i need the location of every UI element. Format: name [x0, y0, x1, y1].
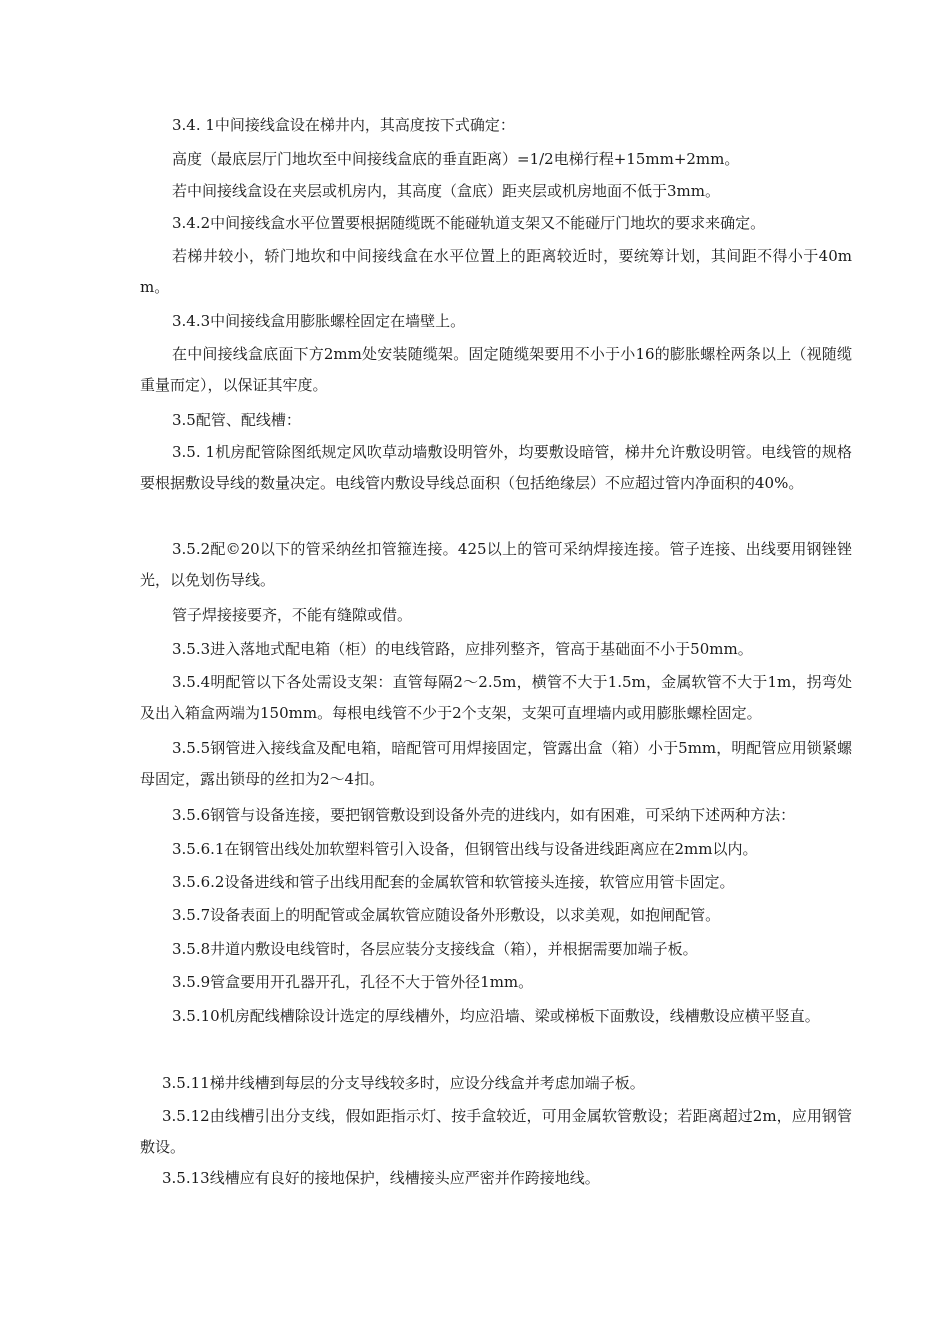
paragraph-3-5-1: 3.5. 1机房配管除图纸规定风吹草动墙敷设明管外，均要敷设暗管，梯井允许敷设明管。电线管的规格要根据敷设导线的数量决定。电线管内敷设导线总面积（包括绝缘层）不应超过管内净面积的40%。	[140, 443, 852, 492]
paragraph-3-5-6-2: 3.5.6.2设备进线和管子出线用配套的金属软管和软管接头连接，软管应用管卡固定。	[172, 873, 735, 891]
paragraph-cable-rack: 在中间接线盒底面下方2mm处安装随缆架。固定随缆架要用不小于小16的膨胀螺栓两条以上（视随缆重量而定），以保证其牢度。	[140, 345, 852, 394]
paragraph-small-shaft: 若梯井较小，轿门地坎和中间接线盒在水平位置上的距离较近时，要统筹计划，其间距不得小于40mm。	[140, 247, 852, 296]
paragraph-3-5-7: 3.5.7设备表面上的明配管或金属软管应随设备外形敷设，以求美观，如抱闸配管。	[172, 906, 721, 924]
paragraph-3-4-1: 3.4. 1中间接线盒设在梯井内，其高度按下式确定：	[172, 116, 515, 134]
paragraph-3-5-9: 3.5.9管盒要用开孔器开孔，孔径不大于管外径1mm。	[172, 973, 534, 991]
paragraph-3-5-6: 3.5.6钢管与设备连接，要把钢管敷设到设备外壳的进线内，如有困难，可采纳下述两种方法：	[172, 806, 796, 824]
paragraph-3-5-heading: 3.5配管、配线槽：	[172, 411, 301, 429]
paragraph-3-5-10: 3.5.10机房配线槽除设计选定的厚线槽外，均应沿墙、梁或梯板下面敷设，线槽敷设应横平竖直。	[172, 1007, 820, 1025]
paragraph-3-5-5: 3.5.5钢管进入接线盒及配电箱，暗配管可用焊接固定，管露出盒（箱）小于5mm，明配管应用锁紧螺母固定，露出锁母的丝扣为2〜4扣。	[140, 739, 852, 788]
paragraph-3-5-3: 3.5.3进入落地式配电箱（柜）的电线管路，应排列整齐，管高于基础面不小于50mm。	[172, 640, 753, 658]
paragraph-3-5-4: 3.5.4明配管以下各处需设支架：直管每隔2〜2.5m，横管不大于1.5m，金属软管不大于1m，拐弯处及出入箱盒两端为150mm。每根电线管不少于2个支架，支架可直埋墙内或用膨胀螺栓固定。	[140, 673, 852, 722]
paragraph-3-5-6-1: 3.5.6.1在钢管出线处加软塑料管引入设备，但钢管出线与设备进线距离应在2mm以内。	[172, 840, 758, 858]
paragraph-pipe-welding: 管子焊接接要齐，不能有缝隙或借。	[172, 606, 413, 624]
paragraph-3-5-11: 3.5.11梯井线槽到每层的分支导线较多时，应设分线盒并考虑加端子板。	[162, 1074, 645, 1092]
paragraph-3-4-2: 3.4.2中间接线盒水平位置要根据随缆既不能碰轨道支架又不能碰厅门地坎的要求来确定。	[172, 214, 766, 232]
paragraph-3-5-13: 3.5.13线槽应有良好的接地保护，线槽接头应严密并作跨接地线。	[162, 1169, 600, 1187]
paragraph-3-4-3: 3.4.3中间接线盒用膨胀螺栓固定在墙壁上。	[172, 312, 466, 330]
paragraph-3-5-2: 3.5.2配©20以下的管采纳丝扣管箍连接。425以上的管可采纳焊接连接。管子连接、出线要用钢锉锉光，以免划伤导线。	[140, 540, 852, 589]
paragraph-3-5-12: 3.5.12由线槽引出分支线，假如距指示灯、按手盒较近，可用金属软管敷设；若距离超过2m，应用钢管敷设。	[140, 1107, 852, 1156]
paragraph-3-5-8: 3.5.8井道内敷设电线管时，各层应装分支接线盒（箱），并根据需要加端子板。	[172, 940, 698, 958]
paragraph-mezzanine-height: 若中间接线盒设在夹层或机房内，其高度（盒底）距夹层或机房地面不低于3mm。	[172, 182, 720, 200]
paragraph-height-formula: 高度（最底层厅门地坎至中间接线盒底的垂直距离）=1/2电梯行程+15mm+2mm。	[172, 150, 740, 168]
